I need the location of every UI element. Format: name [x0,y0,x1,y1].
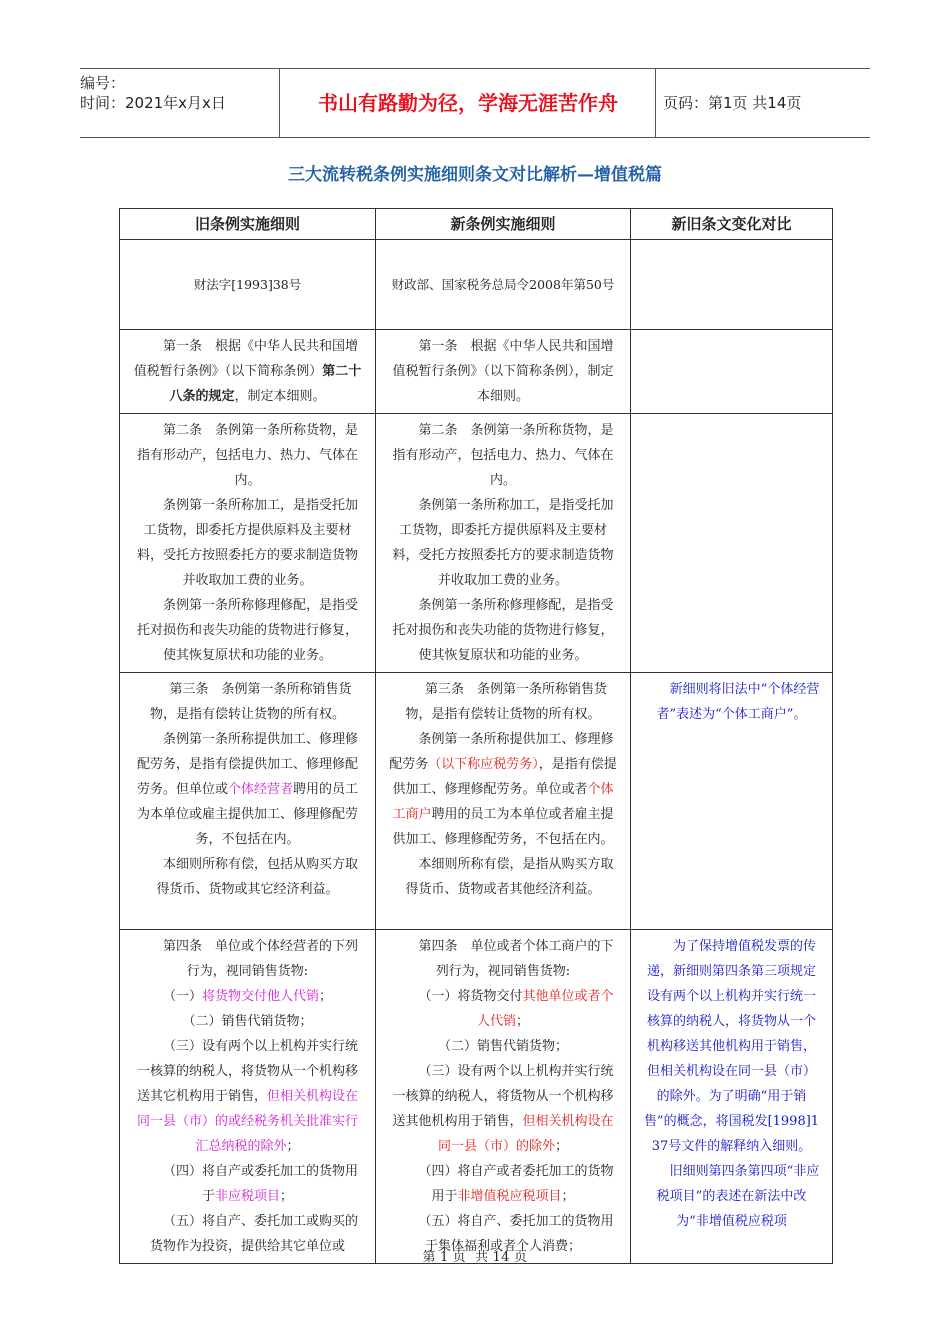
article-text: 第一条 根据《中华人民共和国增值税暂行条例》（以下简称条例），制定本细则。 [392,339,614,404]
article-text: 本细则所称有偿，包括从购买方取得货币、货物或其它经济利益。 [156,857,358,897]
comparison-table [119,208,833,1264]
header-motto: 书山有路勤为径，学海无涯苦作舟 [281,69,656,137]
article-text: （四）将自产或委托加工的货物用于非应税项目； [162,1164,358,1204]
compare-note: 旧细则第四条第四项“非应税项目”的表述在新法中改为“非增值税应税项 [656,1164,820,1229]
highlight-text: 第二十八条的规定 [169,364,362,404]
article-text: 本细则所称有偿，是指从购买方取得货币、货物或者其他经济利益。 [405,857,614,897]
table-row [120,414,833,673]
doc-number-label: 编号： [80,74,126,92]
header-meta [80,69,280,137]
page-header [80,68,870,138]
table-row [120,930,833,1264]
compare-cell [631,240,833,330]
table-header-row [120,209,833,240]
article-text: 条例第一条所称修理修配，是指受托对损伤和丧失功能的货物进行修复，使其恢复原状和功能的业务。 [392,598,614,663]
article-text: 条例第一条所称修理修配，是指受托对损伤和丧失功能的货物进行修复，使其恢复原状和功能的业务。 [136,598,358,663]
article-text: （一）将货物交付其他单位或者个人代销； [418,989,614,1029]
article-text: 条例第一条所称加工，是指受托加工货物，即委托方提供原料及主要材料，受托方按照委托方的要求制造货物并收取加工费的业务。 [392,498,614,588]
new-article-cell [376,414,631,673]
article-text: 第三条 条例第一条所称销售货物，是指有偿转让货物的所有权。 [149,682,352,722]
highlight-text: 但相关机构设在同一县（市）的除外 [437,1114,614,1154]
compare-cell [631,330,833,414]
old-article-cell [120,673,376,930]
old-article-cell [120,330,376,414]
page-footer: 第 1 页 共 14 页 [422,1250,528,1265]
highlight-text: 个体工商户 [392,782,614,822]
old-doc-ref: 财法字[1993]38号 [120,240,376,330]
old-article-cell [120,414,376,673]
article-text: 条例第一条所称提供加工、修理修配劳务（以下称应税劳务），是指有偿提供加工、修理修配劳务。单位或者个体工商户聘用的员工为本单位或者雇主提供加工、修理修配劳务，不包括在内。 [389,732,617,847]
article-text: 第二条 条例第一条所称货物，是指有形动产，包括电力、热力、气体在内。 [392,423,614,488]
highlight-text: 非增值税应税项目 [457,1189,562,1204]
article-text: （二）销售代销货物； [182,1014,313,1029]
article-text: 第四条 单位或者个体工商户的下列行为，视同销售货物: [418,939,614,979]
compare-cell [631,673,833,930]
new-article-cell [376,930,631,1264]
article-text: （五）将自产、委托加工或购买的货物作为投资，提供给其它单位或 [149,1214,358,1254]
table-row [120,240,833,330]
article-text: （一）将货物交付他人代销； [162,989,333,1004]
compare-cell [631,930,833,1264]
article-text: 第四条 单位或个体经营者的下列行为，视同销售货物: [162,939,358,979]
article-text: 第三条 条例第一条所称销售货物，是指有偿转让货物的所有权。 [405,682,607,722]
highlight-text: 其他单位或者个人代销 [476,989,614,1029]
article-text: （三）设有两个以上机构并实行统一核算的纳税人，将货物从一个机构移送其它机构用于销售，但相关机构设在同一县（市）的或经税务机关批准实行汇总纳税的除外； [136,1039,359,1154]
article-text: （五）将自产、委托加工的货物用于集体福利或者个人消费； [418,1214,614,1254]
table-row [120,330,833,414]
highlight-text: 但相关机构设在同一县（市）的或经税务机关批准实行汇总纳税的除外 [136,1089,359,1154]
footer-page-number: 1 [440,1250,449,1265]
highlight-text: （以下称应税劳务） [428,757,539,772]
article-text: 第二条 条例第一条所称货物，是指有形动产，包括电力、热力、气体在内。 [136,423,358,488]
new-article-cell [376,673,631,930]
article-text: 第一条 根据《中华人民共和国增值税暂行条例》（以下简称条例）第二十八条的规定，制定本细则。 [133,339,362,404]
footer-page-count: 14 [492,1250,510,1265]
compare-cell [631,414,833,673]
article-text: 条例第一条所称提供加工、修理修配劳务，是指有偿提供加工、修理修配劳务。但单位或个体经营者聘用的员工为本单位或雇主提供加工、修理修配劳务，不包括在内。 [136,732,359,847]
old-article-cell [120,930,376,1264]
article-text: （三）设有两个以上机构并实行统一核算的纳税人，将货物从一个机构移送其他机构用于销售，但相关机构设在同一县（市）的除外； [392,1064,614,1154]
col-header-new: 新条例实施细则 [376,209,631,240]
article-text: （四）将自产或者委托加工的货物用于非增值税应税项目； [418,1164,614,1204]
new-article-cell [376,330,631,414]
table-row [120,673,833,930]
col-header-compare: 新旧条文变化对比 [631,209,833,240]
compare-note: 新细则将旧法中“个体经营者”表述为“个体工商户”。 [656,682,820,722]
compare-note: 为了保持增值税发票的传递，新细则第四条第三项规定设有两个以上机构并实行统一核算的纳税人，将货物从一个机构移送其他机构用于销售，但相关机构设在同一县（市）的除外。为了明确“用于销售”的概念，将国税发[1998]137号文件的解释纳入细则。 [643,939,820,1154]
article-text: （二）销售代销货物； [437,1039,568,1054]
col-header-old: 旧条例实施细则 [120,209,376,240]
highlight-text: 将货物交付他人代销 [201,989,319,1004]
article-text: 条例第一条所称加工，是指受托加工货物，即委托方提供原料及主要材料，受托方按照委托方的要求制造货物并收取加工费的业务。 [136,498,358,588]
highlight-text: 个体经营者 [227,782,293,797]
header-page-info: 页码：第1页 共14页 [663,94,802,112]
highlight-text: 非应税项目 [214,1189,280,1204]
new-doc-ref: 财政部、国家税务总局令2008年第50号 [376,240,631,330]
document-title: 三大流转税条例实施细则条文对比解析—增值税篇 [288,165,662,185]
doc-date-label: 时间：2021年x月x日 [80,94,226,112]
